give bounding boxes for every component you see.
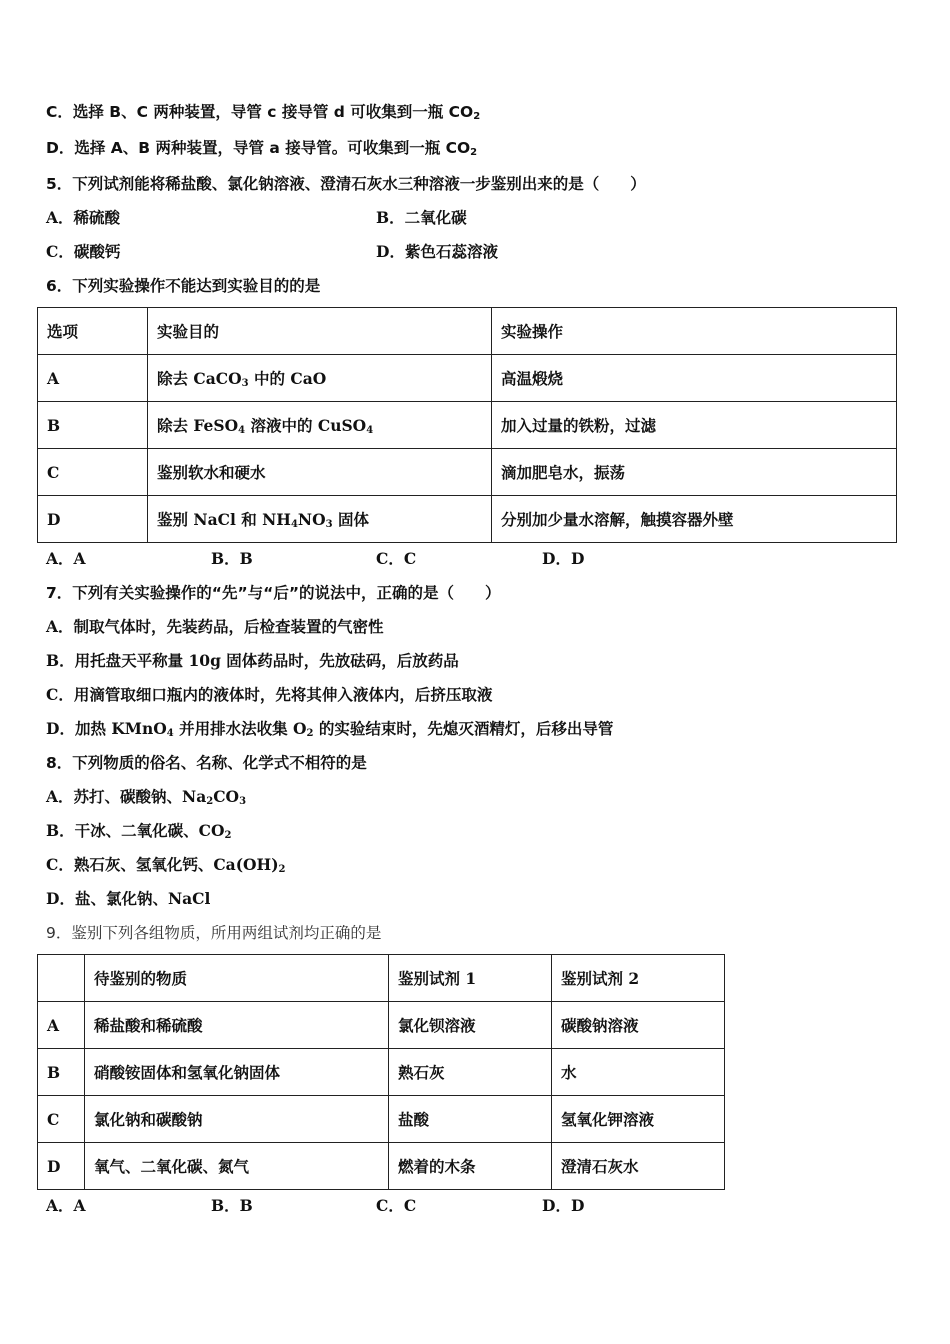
q7-option-a[interactable]: A．制取气体时，先装药品，后检查装置的气密性 (46, 617, 384, 636)
q6-row-goal: 除去 CaCO$_3$ 中的 CaO (148, 355, 492, 402)
table-row (38, 496, 897, 543)
q9-row-reagent-2: 碳酸钠溶液 (552, 1002, 725, 1049)
q6-answer-d[interactable]: D．D (542, 549, 585, 568)
q9-row-substance: 硝酸铵固体和氢氧化钠固体 (85, 1049, 389, 1096)
table-row (38, 402, 897, 449)
q6-row-operation: 滴加肥皂水，振荡 (492, 449, 897, 496)
q8-stem: 8．下列物质的俗名、名称、化学式不相符的是 (46, 754, 367, 772)
q6-row-operation: 分别加少量水溶解，触摸容器外壁 (492, 496, 897, 543)
q9-answer-a[interactable]: A．A (46, 1196, 86, 1215)
q9-row-substance: 氯化钠和碳酸钠 (85, 1096, 389, 1143)
table-row (38, 1002, 725, 1049)
q9-answer-c[interactable]: C．C (376, 1196, 417, 1215)
table-row (38, 1143, 725, 1190)
q9-row-substance: 氧气、二氧化碳、氮气 (85, 1143, 389, 1190)
q6-row-goal: 鉴别软水和硬水 (148, 449, 492, 496)
q9-row-reagent-2: 水 (552, 1049, 725, 1096)
q9-answers (46, 1196, 646, 1216)
q6-table-header (38, 308, 897, 355)
q9-header-blank (38, 955, 85, 1002)
q9-row-label: B (38, 1049, 85, 1096)
q9-stem: 9．鉴别下列各组物质，所用两组试剂均正确的是 (46, 924, 382, 942)
q8-option-d[interactable]: D．盐、氯化钠、NaCl (46, 889, 211, 908)
q9-table (37, 954, 725, 1190)
q9-row-reagent-1: 氯化钡溶液 (389, 1002, 552, 1049)
q6-stem: 6．下列实验操作不能达到实验目的的是 (46, 277, 321, 295)
q6-row-label: A (38, 355, 148, 402)
table-row (38, 449, 897, 496)
q9-answer-b[interactable]: B．B (211, 1196, 253, 1215)
q9-row-label: A (38, 1002, 85, 1049)
q6-header-operation: 实验操作 (492, 308, 897, 355)
q9-answer-d[interactable]: D．D (542, 1196, 585, 1215)
q4-option-c-text: C．选择 B、C 两种装置，导管 c 接导管 d 可收集到一瓶 CO (46, 103, 474, 121)
q6-row-goal: 除去 FeSO$_4$ 溶液中的 CuSO$_4$ (148, 402, 492, 449)
table-row (38, 1096, 725, 1143)
q5-stem: 5．下列试剂能将稀盐酸、氯化钠溶液、澄清石灰水三种溶液一步鉴别出来的是（ ） (46, 175, 646, 193)
q6-row-operation: 高温煅烧 (492, 355, 897, 402)
q9-table-header (38, 955, 725, 1002)
q9-row-reagent-1: 熟石灰 (389, 1049, 552, 1096)
q8-option-c[interactable]: C．熟石灰、氢氧化钙、$Ca(OH)_2$ (46, 855, 286, 875)
q6-header-goal: 实验目的 (148, 308, 492, 355)
q4-option-d-text: D．选择 A、B 两种装置，导管 a 接导管。可收集到一瓶 CO (46, 139, 471, 157)
q6-row-label: D (38, 496, 148, 543)
table-row (38, 1049, 725, 1096)
q4-option-d-sub: 2 (470, 147, 478, 158)
q7-stem: 7．下列有关实验操作的“先”与“后”的说法中，正确的是（ ） (46, 584, 501, 602)
q5-option-d[interactable]: D．紫色石蕊溶液 (376, 242, 498, 261)
q6-row-operation: 加入过量的铁粉，过滤 (492, 402, 897, 449)
q9-header-reagent-2: 鉴别试剂 2 (552, 955, 725, 1002)
q6-answers (46, 549, 646, 569)
q6-answer-c[interactable]: C．C (376, 549, 417, 568)
q9-row-label: D (38, 1143, 85, 1190)
q4-option-c-sub: 2 (473, 111, 481, 122)
q9-row-label: C (38, 1096, 85, 1143)
q4-option-d[interactable] (46, 138, 477, 158)
q8-option-b[interactable]: B．干冰、二氧化碳、$CO_2$ (46, 821, 232, 841)
q6-table (37, 307, 897, 543)
q7-option-d[interactable]: D．加热 KMnO$_4$ 并用排水法收集 $O_2$ 的实验结束时，先熄灭酒精灯，后移出导管 (46, 719, 614, 739)
q6-header-option: 选项 (38, 308, 148, 355)
q7-option-c[interactable]: C．用滴管取细口瓶内的液体时，先将其伸入液体内，后挤压取液 (46, 685, 493, 704)
q4-option-c[interactable] (46, 102, 480, 122)
q5-option-b[interactable]: B．二氧化碳 (376, 208, 467, 227)
table-row (38, 355, 897, 402)
q9-row-reagent-2: 氢氧化钾溶液 (552, 1096, 725, 1143)
q6-row-label: B (38, 402, 148, 449)
q6-row-goal: 鉴别 NaCl 和 $NH_4NO_3$ 固体 (148, 496, 492, 543)
q9-row-reagent-1: 盐酸 (389, 1096, 552, 1143)
q9-row-substance: 稀盐酸和稀硫酸 (85, 1002, 389, 1049)
q5-option-c[interactable]: C．碳酸钙 (46, 242, 121, 261)
q8-option-a[interactable]: A．苏打、碳酸钠、$Na_2CO_3$ (46, 787, 247, 807)
q9-row-reagent-1: 燃着的木条 (389, 1143, 552, 1190)
q9-header-substance: 待鉴别的物质 (85, 955, 389, 1002)
q7-option-b[interactable]: B．用托盘天平称量 10g 固体药品时，先放砝码，后放药品 (46, 651, 459, 670)
q6-answer-a[interactable]: A．A (46, 549, 86, 568)
q9-row-reagent-2: 澄清石灰水 (552, 1143, 725, 1190)
q6-row-label: C (38, 449, 148, 496)
q9-header-reagent-1: 鉴别试剂 1 (389, 955, 552, 1002)
q6-answer-b[interactable]: B．B (211, 549, 253, 568)
q5-option-a[interactable]: A．稀硫酸 (46, 208, 121, 227)
